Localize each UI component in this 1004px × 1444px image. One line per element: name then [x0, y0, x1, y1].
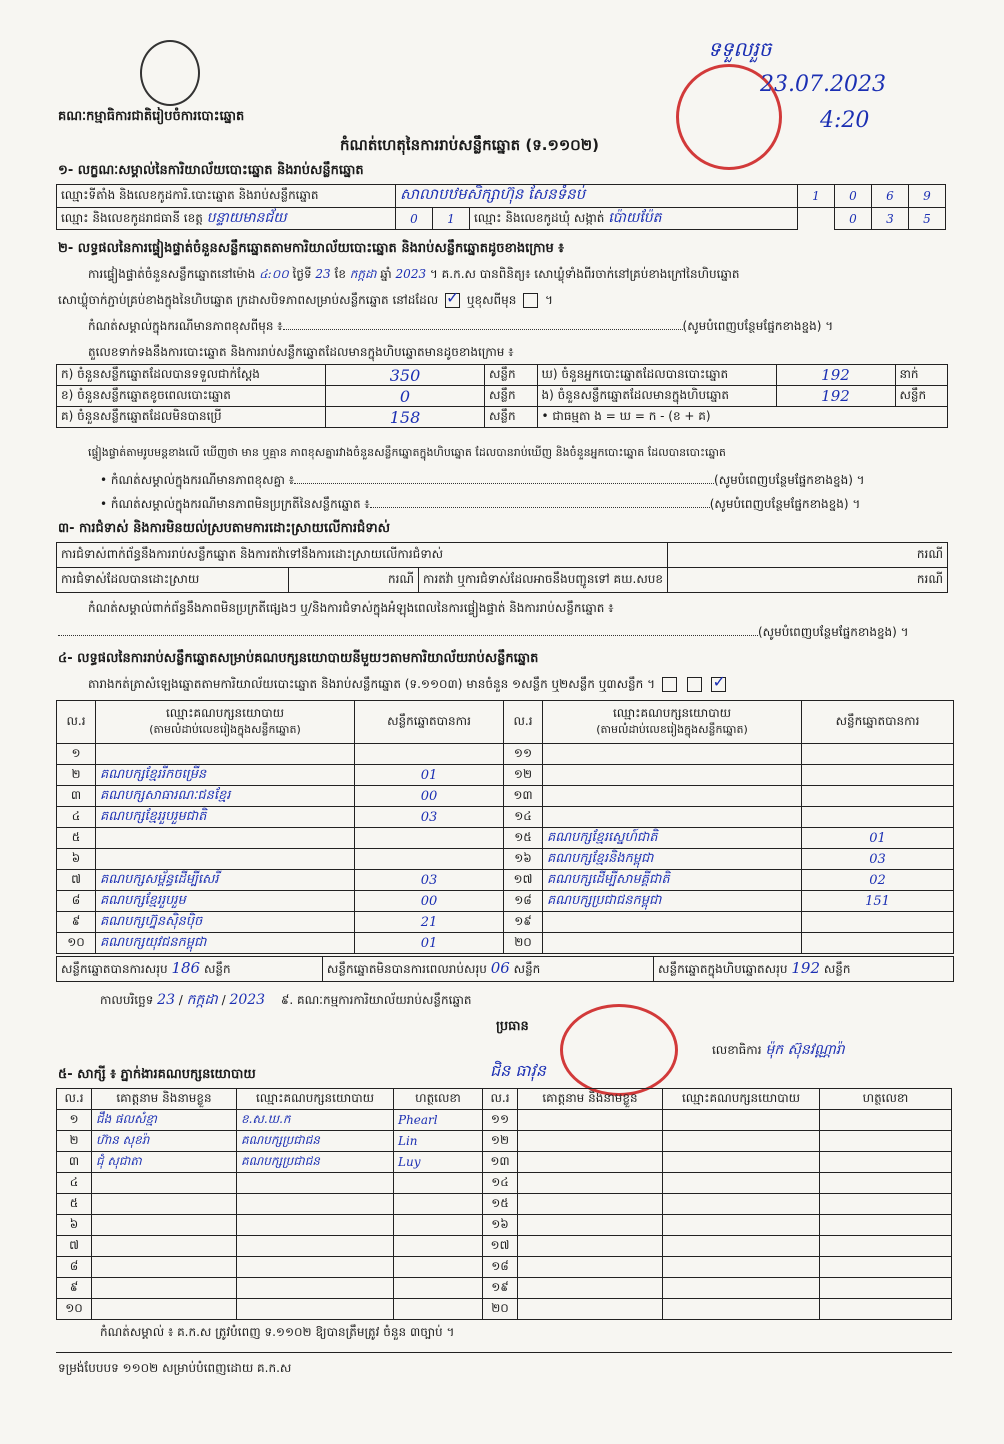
table-row [57, 849, 954, 870]
witness-name [518, 1152, 663, 1173]
result-votes [355, 744, 504, 765]
bullet-note-2: • កំណត់សម្គាល់ក្នុងករណីមានភាពមិនប្រក្រតីនៃសន្លឹកឆ្នោត ៖ (សូមបំពេញបន្ថែមផ្នែកខាងខ្នង) ។ [100, 497, 861, 511]
witness-no: ១៥ [483, 1194, 518, 1215]
result-votes [802, 933, 954, 954]
forwarded-label: ការតវ៉ា ឬការជំទាស់ដែលអាចនឹងបញ្ជូនទៅ គឃ.សបខ [419, 568, 668, 593]
section2-title: ២- លទ្ធផលនៃការផ្ទៀងផ្ទាត់ចំនួនសន្លឹកឆ្នោតតាមការិយាល័យបោះឆ្នោត និងរាប់សន្លឹកឆ្នោតដូចខាងក្រោម ៖ [58, 241, 564, 256]
objection-row-label: ការជំទាស់ពាក់ព័ន្ធនឹងការរាប់សន្លឹកឆ្នោត និងការតវ៉ាទៅនឹងការដោះស្រាយលើការជំទាស់ [57, 543, 668, 568]
result-votes: 00 [355, 786, 504, 807]
irregularity-fill: (សូមបំពេញបន្ថែមផ្នែកខាងខ្នង) ។ [58, 624, 909, 642]
station-code-digit: 6 [872, 185, 909, 208]
objection-table [56, 542, 948, 593]
witness-name [92, 1194, 237, 1215]
witness-no: ៥ [57, 1194, 92, 1215]
witness-name [518, 1131, 663, 1152]
station-code-digit: 0 [835, 185, 872, 208]
received-label: ទទួលរួច [708, 37, 772, 61]
result-no: ១៣ [504, 786, 543, 807]
witness-name [518, 1278, 663, 1299]
figure-value: 350 [326, 365, 485, 386]
witness-signature [820, 1152, 952, 1173]
col-party: ឈ្មោះគណបក្សនយោបាយ (តាមលំដាប់លេខរៀងក្នុងសន្លឹកឆ្នោត) [543, 701, 802, 744]
table-row [57, 1194, 952, 1215]
result-party [543, 744, 802, 765]
witness-no: ១ [57, 1110, 92, 1131]
witness-party [237, 1299, 394, 1320]
station-table [56, 184, 946, 230]
result-no: ១៥ [504, 828, 543, 849]
total-invalid: សន្លឹកឆ្នោតមិនបានការពេលរាប់សរុប 06 សន្លឹក [322, 957, 653, 982]
witness-party [663, 1131, 820, 1152]
result-no: ៣ [57, 786, 96, 807]
result-party [543, 765, 802, 786]
witness-no: ៩ [57, 1278, 92, 1299]
case-label: ករណី [668, 568, 948, 593]
witness-party [663, 1194, 820, 1215]
table-row [57, 1131, 952, 1152]
result-party [543, 807, 802, 828]
table-row [57, 765, 954, 786]
section4-title: ៤- លទ្ធផលនៃការរាប់សន្លឹកឆ្នោតសម្រាប់គណបក្សនយោបាយនីមួយៗតាមការិយាល័យរាប់សន្លឹកឆ្នោត [58, 651, 539, 666]
case-label: ករណី [289, 568, 419, 593]
result-no: ៥ [57, 828, 96, 849]
result-votes: 03 [355, 807, 504, 828]
col-party: ឈ្មោះគណបក្សនយោបាយ (តាមលំដាប់លេខរៀងក្នុងសន្លឹកឆ្នោត) [96, 701, 355, 744]
col-name: គោត្តនាម និងនាមខ្លួន [518, 1089, 663, 1110]
witness-signature [820, 1278, 952, 1299]
witness-no: ៦ [57, 1215, 92, 1236]
result-no: ១០ [57, 933, 96, 954]
witness-no: ១៦ [483, 1215, 518, 1236]
witness-signature [394, 1173, 483, 1194]
figure-unit: សន្លឹក [485, 407, 538, 428]
witness-signature [820, 1215, 952, 1236]
witness-signature [820, 1236, 952, 1257]
result-votes: 01 [355, 933, 504, 954]
result-no: ១១ [504, 744, 543, 765]
totals-table [56, 956, 954, 982]
total-invalid-value: 06 [490, 959, 510, 977]
figure-label: ឃ) ចំនួនអ្នកបោះឆ្នោតដែលបានបោះឆ្នោត [537, 365, 776, 386]
table-row [57, 933, 954, 954]
station-code-digit: 1 [798, 185, 835, 208]
station-value: សាលាបឋមសិក្សាហ៊ុន សែនទំនប់ [396, 185, 798, 208]
figure-label: ខ) ចំនួនសន្លឹកឆ្នោតខូចពេលបោះឆ្នោត [57, 386, 326, 407]
witness-name [518, 1110, 663, 1131]
result-votes: 21 [355, 912, 504, 933]
total-box: សន្លឹកឆ្នោតក្នុងហិបឆ្នោតសរុប 192 សន្លឹក [654, 957, 954, 982]
table-row [57, 786, 954, 807]
witness-name [92, 1215, 237, 1236]
table-row [57, 1215, 952, 1236]
witness-name [518, 1236, 663, 1257]
result-votes: 151 [802, 891, 954, 912]
witness-no: ២០ [483, 1299, 518, 1320]
province-value: បន្ទាយមានជ័យ [206, 210, 287, 226]
result-party: គណបក្សហ្វ៊ុនស៊ិនប៉ិច [96, 912, 355, 933]
witness-no: ១៤ [483, 1173, 518, 1194]
witness-table [56, 1088, 952, 1320]
org-name: គណៈកម្មាធិការជាតិរៀបចំការបោះឆ្នោត [58, 109, 245, 124]
result-no: ៦ [57, 849, 96, 870]
witness-party: គណបក្សប្រជាជន [237, 1131, 394, 1152]
result-votes: 02 [802, 870, 954, 891]
figure-label: គ) ចំនួនសន្លឹកឆ្នោតដែលមិនបានប្រើ [57, 407, 326, 428]
witness-no: ១១ [483, 1110, 518, 1131]
same-checkbox[interactable] [445, 293, 460, 308]
result-votes: 01 [802, 828, 954, 849]
result-party: គណបក្សដើម្បីសាមគ្គីជាតិ [543, 870, 802, 891]
result-no: ៧ [57, 870, 96, 891]
result-party: គណបក្សខ្មែរនិងកម្ពុជា [543, 849, 802, 870]
table-row [57, 1299, 952, 1320]
witness-party [237, 1194, 394, 1215]
table-row [57, 1110, 952, 1131]
result-votes: 03 [355, 870, 504, 891]
witness-party [237, 1257, 394, 1278]
witness-no: ៧ [57, 1236, 92, 1257]
figure-value: 192 [776, 365, 895, 386]
witness-signature [394, 1257, 483, 1278]
witness-no: ១៩ [483, 1278, 518, 1299]
figure-value: 0 [326, 386, 485, 407]
commune-code-digit: 3 [872, 208, 909, 230]
col-name: គោត្តនាម និងនាមខ្លួន [92, 1089, 237, 1110]
witness-signature [394, 1299, 483, 1320]
result-party [543, 786, 802, 807]
witness-party [663, 1215, 820, 1236]
verification-line: ការផ្ទៀងផ្ទាត់ចំនួនសន្លឹកឆ្នោតនៅម៉ោង ៤:០០ ថ្ងៃទី 23 ខែ កក្កដា ឆ្នាំ 2023 ។ គ.ក.ស បានពិនិត្យ៖ សោឃ្លុំទាំងពីរចាក់នៅគ្រប់ខាងក្រៅនៃហិបឆ្នោត [88, 267, 740, 281]
result-no: ២០ [504, 933, 543, 954]
witness-name [92, 1236, 237, 1257]
witness-name [518, 1257, 663, 1278]
commune-label: ឈ្មោះ និងលេខកូដឃុំ សង្កាត់ ប៉ោយប៉ែត [470, 208, 798, 230]
table-row [57, 807, 954, 828]
result-votes [802, 744, 954, 765]
witness-party [663, 1299, 820, 1320]
three-sheet-checkbox[interactable] [711, 677, 726, 692]
witness-name [518, 1194, 663, 1215]
formula: • ជាធម្មតា ង = ឃ = ក - (ខ + គ) [537, 407, 948, 428]
result-party [543, 933, 802, 954]
secretary-label: លេខាធិការ ម៉ុក ស៊ុនវណ្ណារ៉ា [712, 1042, 845, 1058]
result-party: គណបក្សខ្មែររួបរួម [96, 891, 355, 912]
col-no: ល.រ [57, 1089, 92, 1110]
figure-unit: សន្លឹក [485, 386, 538, 407]
witness-party [663, 1152, 820, 1173]
witness-name [92, 1278, 237, 1299]
result-votes [802, 765, 954, 786]
col-no: ល.រ [57, 701, 96, 744]
result-party: គណបក្សខ្មែររួបរួមជាតិ [96, 807, 355, 828]
different-checkbox[interactable] [523, 293, 538, 308]
section3-title: ៣- ការជំទាស់ និងការមិនយល់ស្របតាមការដោះស្រាយលើការជំទាស់ [58, 521, 390, 536]
received-time: 4:20 [820, 108, 870, 133]
total-valid: សន្លឹកឆ្នោតបានការសរុប 186 សន្លឹក [57, 957, 323, 982]
table-row [57, 828, 954, 849]
case-label: ករណី [668, 543, 948, 568]
col-sign: ហត្ថលេខា [820, 1089, 952, 1110]
section5-title: ៥- សាក្សី ៖ ភ្នាក់ងារគណបក្សនយោបាយ [58, 1067, 256, 1082]
result-no: ១២ [504, 765, 543, 786]
verify-year: 2023 [395, 267, 427, 281]
witness-name: ហ៊ាន សុខរ៉ា [92, 1131, 237, 1152]
witness-signature: Lin [394, 1131, 483, 1152]
table-row [57, 1236, 952, 1257]
result-no: ៤ [57, 807, 96, 828]
result-votes: 00 [355, 891, 504, 912]
verify-day: 23 [315, 267, 331, 281]
result-no: ៩ [57, 912, 96, 933]
result-party: គណបក្សសាធារណៈជនខ្មែរ [96, 786, 355, 807]
witness-party: គណបក្សប្រជាជន [237, 1152, 394, 1173]
result-no: ១៨ [504, 891, 543, 912]
total-valid-value: 186 [171, 959, 201, 977]
col-party: ឈ្មោះគណបក្សនយោបាយ [237, 1089, 394, 1110]
figures-table [56, 364, 948, 428]
col-no: ល.រ [504, 701, 543, 744]
secretary-name: ម៉ុក ស៊ុនវណ្ណារ៉ា [765, 1042, 845, 1058]
station-code-digit: 9 [909, 185, 946, 208]
witness-name [92, 1299, 237, 1320]
result-votes [802, 786, 954, 807]
difference-note: កំណត់សម្គាល់ក្នុងករណីមានភាពខុសពីមុន ៖ (សូមបំពេញបន្ថែមផ្នែកខាងខ្នង) ។ [88, 319, 834, 333]
result-no: ១៧ [504, 870, 543, 891]
witness-party [237, 1173, 394, 1194]
result-votes: 01 [355, 765, 504, 786]
result-party [96, 744, 355, 765]
witness-name [518, 1299, 663, 1320]
table-row [57, 1257, 952, 1278]
table-row [57, 1278, 952, 1299]
col-sign: ហត្ថលេខា [394, 1089, 483, 1110]
witness-no: ១៧ [483, 1236, 518, 1257]
result-no: ១ [57, 744, 96, 765]
result-party: គណបក្សយុវជនកម្ពុជា [96, 933, 355, 954]
witness-signature [820, 1131, 952, 1152]
witness-signature [394, 1236, 483, 1257]
table-row [57, 870, 954, 891]
witness-no: ២ [57, 1131, 92, 1152]
sign-date: កាលបរិច្ឆេទ 23 / កក្កដា / 2023 ៩. គណៈកម្មការការិយាល័យរាប់សន្លឹកឆ្នោត [100, 992, 472, 1008]
figures-intro: តួលេខទាក់ទងនឹងការបោះឆ្នោត និងការរាប់សន្លឹកឆ្នោតដែលមានក្នុងហិបឆ្នោតមានដូចខាងក្រោម ៖ [88, 345, 514, 359]
official-stamp [560, 1004, 678, 1096]
figure-unit: នាក់ [895, 365, 948, 386]
result-no: ១៤ [504, 807, 543, 828]
province-label: ឈ្មោះ និងលេខកូដរាជធានី ខេត្ត បន្ទាយមានជ័យ [57, 208, 396, 230]
irregularity-note: កំណត់សម្គាល់ពាក់ព័ន្ធនឹងភាពមិនប្រក្រតីផ្សេងៗ ឬ/និងការជំទាស់ក្នុងអំឡុងពេលនៃការផ្ទៀងផ្ទាត់ និងការរាប់សន្លឹកឆ្នោត ៖ [88, 601, 614, 615]
results-table [56, 700, 954, 954]
figure-value: 158 [326, 407, 485, 428]
witness-party [237, 1278, 394, 1299]
chair-label: ប្រធាន [496, 1019, 529, 1034]
witness-name [92, 1257, 237, 1278]
one-sheet-checkbox[interactable] [662, 677, 677, 692]
table-row [57, 891, 954, 912]
section4-intro: តារាងកត់ត្រាសំឡេងឆ្នោតតាមការិយាល័យបោះឆ្នោត និងរាប់សន្លឹកឆ្នោត (ទ.១១០៣) មានចំនួន ១សន្លឹក ឬ២សន្លឹក ឬ៣សន្លឹក ។ ✓ [88, 676, 729, 694]
witness-party [237, 1236, 394, 1257]
result-party: គណបក្សខ្មែររីកចម្រើន [96, 765, 355, 786]
witness-signature [394, 1215, 483, 1236]
result-party [96, 849, 355, 870]
witness-signature: Luy [394, 1152, 483, 1173]
witness-signature [394, 1278, 483, 1299]
footnote: កំណត់សម្គាល់ ៖ គ.ក.ស ត្រូវបំពេញ ទ.១១០២ ឱ្យបានត្រឹមត្រូវ ចំនួន ៣ច្បាប់ ។ [100, 1325, 455, 1339]
witness-no: ១០ [57, 1299, 92, 1320]
province-code-digit: 1 [433, 208, 470, 230]
result-votes [802, 912, 954, 933]
org-logo [140, 40, 200, 106]
verify-time: ៤:០០ [259, 267, 289, 281]
result-party: គណបក្សប្រជាជនកម្ពុជា [543, 891, 802, 912]
witness-name [518, 1173, 663, 1194]
witness-no: ១៣ [483, 1152, 518, 1173]
col-no: ល.រ [483, 1089, 518, 1110]
verify-month: កក្កដា [349, 267, 377, 281]
witness-signature [820, 1194, 952, 1215]
result-party [96, 828, 355, 849]
bullet-note-1: • កំណត់សម្គាល់ក្នុងករណីមានភាពខុសគ្នា ៖ (សូមបំពេញបន្ថែមផ្នែកខាងខ្នង) ។ [100, 473, 865, 487]
witness-party [237, 1215, 394, 1236]
verification-line-2: សោឃ្លុំចាក់ភ្ជាប់គ្រប់ខាងក្នុងនៃហិបឆ្នោត ក្រដាសបិទភាពសម្រាប់សន្លឹកឆ្នោត នៅដដែល ✓ ឬខុសពីមុន ។ [58, 292, 553, 310]
witness-name [92, 1173, 237, 1194]
witness-signature [394, 1194, 483, 1215]
witness-signature [820, 1299, 952, 1320]
received-date: 23.07.2023 [760, 72, 886, 97]
commune-code-digit: 0 [835, 208, 872, 230]
chair-signature: ជិន ធាវុន [490, 1061, 546, 1080]
result-party: គណបក្សសម្ព័ន្ធដើម្បីសេរី [96, 870, 355, 891]
two-sheet-checkbox[interactable] [687, 677, 702, 692]
table-row [57, 1152, 952, 1173]
witness-signature [820, 1173, 952, 1194]
commune-code-digit: 5 [909, 208, 946, 230]
figure-label: ង) ចំនួនសន្លឹកឆ្នោតដែលមានក្នុងហិបឆ្នោត [537, 386, 776, 407]
witness-party [663, 1257, 820, 1278]
witness-party [663, 1278, 820, 1299]
result-votes [355, 849, 504, 870]
witness-party [663, 1173, 820, 1194]
province-code-digit: 0 [396, 208, 433, 230]
col-party: ឈ្មោះគណបក្សនយោបាយ [663, 1089, 820, 1110]
table-row [57, 1173, 952, 1194]
witness-no: ១៨ [483, 1257, 518, 1278]
result-no: ៨ [57, 891, 96, 912]
result-no: ១៩ [504, 912, 543, 933]
witness-signature [820, 1110, 952, 1131]
result-party [543, 912, 802, 933]
figure-label: ក) ចំនួនសន្លឹកឆ្នោតដែលបានទទួលជាក់ស្តែង [57, 365, 326, 386]
witness-name: ជឹង ផលសំខ្មា [92, 1110, 237, 1131]
witness-no: ៤ [57, 1173, 92, 1194]
result-votes [355, 828, 504, 849]
table-row [57, 912, 954, 933]
witness-no: ៨ [57, 1257, 92, 1278]
difference-check: ផ្ទៀងផ្ទាត់តាមរូបមន្តខាងលើ ឃើញថា មាន ឬគ្មាន ភាពខុសគ្នារវាងចំនួនសន្លឹកឆ្នោតក្នុងហិបឆ្នោត ដែលបានរាប់ឃើញ និងចំនួនអ្នកបោះឆ្នោត ដែលបានបោះឆ្នោត [88, 446, 726, 459]
total-box-value: 192 [791, 959, 820, 977]
witness-party: ខ.ស.ឃ.ក [237, 1110, 394, 1131]
result-party: គណបក្សខ្មែរស្នេហ៍ជាតិ [543, 828, 802, 849]
witness-no: ៣ [57, 1152, 92, 1173]
witness-name: ជុំ សុជាតា [92, 1152, 237, 1173]
section1-title: ១- លក្ខណៈសម្គាល់នៃការិយាល័យបោះឆ្នោត និងរាប់សន្លឹកឆ្នោត [58, 163, 364, 178]
result-no: ១៦ [504, 849, 543, 870]
resolved-label: ការជំទាស់ដែលបានដោះស្រាយ [57, 568, 289, 593]
figure-value: 192 [776, 386, 895, 407]
result-votes: 03 [802, 849, 954, 870]
figure-unit: សន្លឹក [485, 365, 538, 386]
witness-party [663, 1110, 820, 1131]
commune-value: ប៉ោយប៉ែត [608, 210, 662, 226]
result-no: ២ [57, 765, 96, 786]
station-label: ឈ្មោះទីតាំង និងលេខកូដការិ.បោះឆ្នោត និងរាប់សន្លឹកឆ្នោត [57, 185, 396, 208]
witness-signature [820, 1257, 952, 1278]
col-votes: សន្លឹកឆ្នោតបានការ [355, 701, 504, 744]
form-title: កំណត់ហេតុនៃការរាប់សន្លឹកឆ្នោត (ទ.១១០២) [340, 136, 600, 154]
witness-party [663, 1236, 820, 1257]
col-votes: សន្លឹកឆ្នោតបានការ [802, 701, 954, 744]
witness-name [518, 1215, 663, 1236]
form-footer: ទម្រង់បែបបទ ១១០២ សម្រាប់បំពេញដោយ គ.ក.ស [58, 1361, 292, 1375]
figure-unit: សន្លឹក [895, 386, 948, 407]
result-votes [802, 807, 954, 828]
witness-no: ១២ [483, 1131, 518, 1152]
table-row [57, 744, 954, 765]
witness-signature: Phearl [394, 1110, 483, 1131]
